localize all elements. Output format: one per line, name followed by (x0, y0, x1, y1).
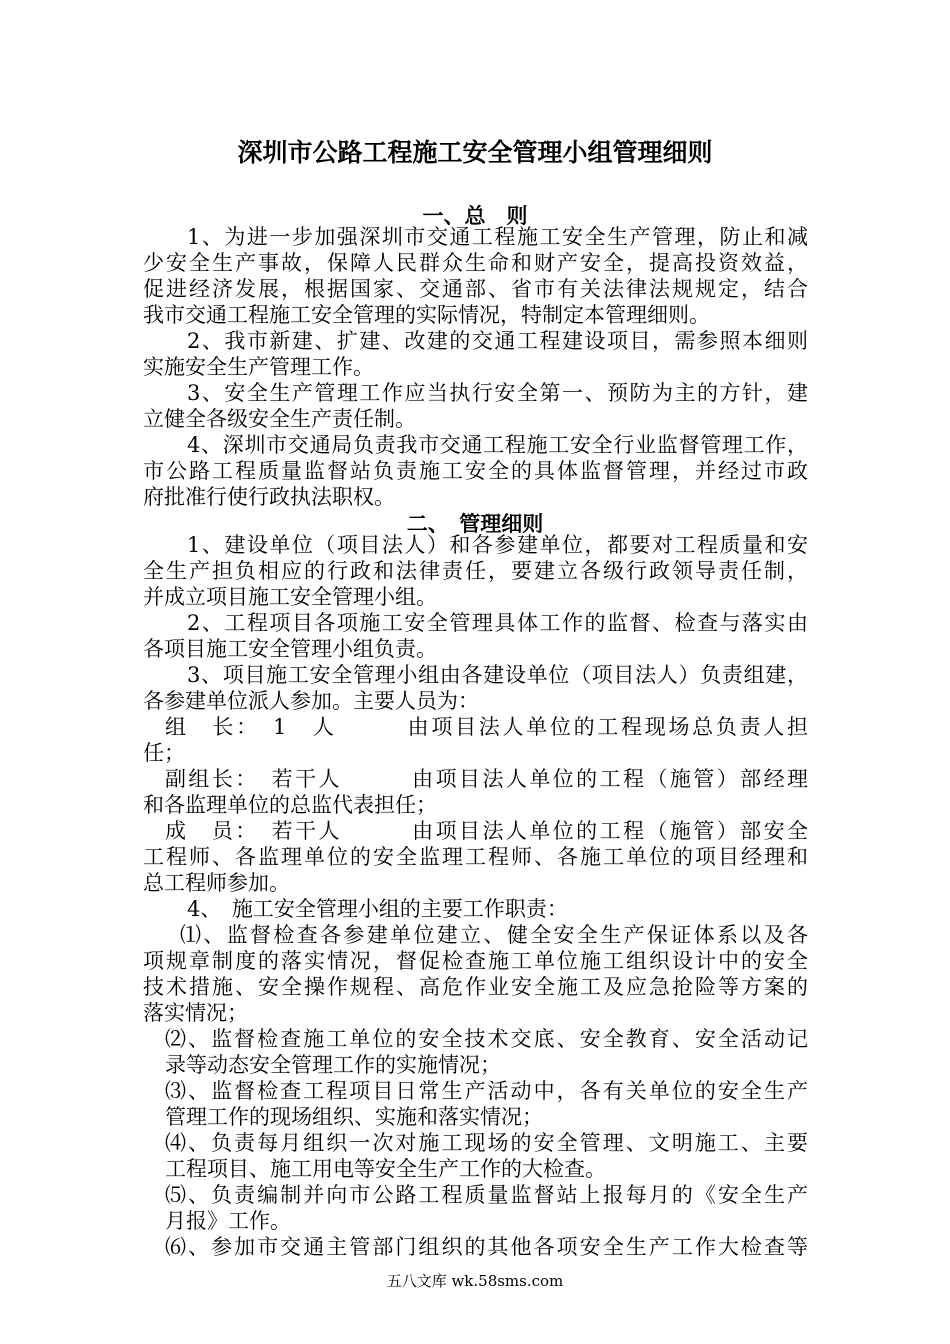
paragraph-line: 全生产担负相应的行政和法律责任，要建立各级行政领导责任制， (143, 559, 808, 583)
paragraph-line: 立健全各级安全生产责任制。 (143, 407, 416, 431)
paragraph-line: 3、安全生产管理工作应当执行安全第一、预防为主的方针，建 (187, 381, 808, 405)
footer-watermark: 五八文库 wk.58sms.com (386, 1272, 564, 1290)
paragraph-line: ⑷、负责每月组织一次对施工现场的安全管理、文明施工、主要 (165, 1131, 808, 1155)
paragraph-line: 并成立项目施工安全管理小组。 (143, 585, 437, 609)
paragraph-line: 工程项目、施工用电等安全生产工作的大检查。 (165, 1157, 606, 1181)
paragraph-line: 少安全生产事故，保障人民群众生命和财产安全，提高投资效益， (143, 251, 808, 275)
paragraph-line: 4、 施工安全管理小组的主要工作职责： (187, 897, 568, 921)
paragraph-line: 2、我市新建、扩建、改建的交通工程建设项目，需参照本细则 (187, 329, 808, 353)
paragraph-line: 成 员： 若干人 由项目法人单位的工程（施管）部安全 (165, 819, 808, 843)
paragraph-line: 市公路工程质量监督站负责施工安全的具体监督管理，并经过市政 (143, 459, 808, 483)
paragraph-line: ⑹、参加市交通主管部门组织的其他各项安全生产工作大检查等 (165, 1235, 808, 1259)
paragraph-line: 促进经济发展，根据国家、交通部、省市有关法律法规规定，结合 (143, 277, 808, 301)
paragraph-line: 录等动态安全管理工作的实施情况； (165, 1053, 501, 1077)
paragraph-line: 1、为进一步加强深圳市交通工程施工安全生产管理，防止和减 (187, 225, 808, 249)
document-title: 深圳市公路工程施工安全管理小组管理细则 (237, 138, 713, 167)
paragraph-line: 项规章制度的落实情况，督促检查施工单位施工组织设计中的安全 (143, 949, 808, 973)
paragraph-line: 1、建设单位（项目法人）和各参建单位，都要对工程质量和安 (187, 533, 808, 557)
paragraph-line: ⑸、负责编制并向市公路工程质量监督站上报每月的《安全生产 (165, 1183, 808, 1207)
paragraph-line: 4、深圳市交通局负责我市交通工程施工安全行业监督管理工作， (187, 433, 808, 457)
paragraph-line: 总工程师参加。 (143, 871, 290, 895)
paragraph-line: ⑵、监督检查施工单位的安全技术交底、安全教育、安全活动记 (165, 1027, 808, 1051)
paragraph-line: ⑴、监督检查各参建单位建立、健全安全生产保证体系以及各 (180, 923, 808, 947)
paragraph-line: 组 长： 1 人 由项目法人单位的工程现场总负责人担 (165, 715, 808, 739)
paragraph-line: 副组长： 若干人 由项目法人单位的工程（施管）部经理 (165, 767, 808, 791)
paragraph-line: 实施安全生产管理工作。 (143, 355, 374, 379)
paragraph-line: 府批准行使行政执法职权。 (143, 485, 395, 509)
paragraph-line: 管理工作的现场组织、实施和落实情况； (165, 1105, 543, 1129)
paragraph-line: 2、工程项目各项施工安全管理具体工作的监督、检查与落实由 (187, 611, 808, 635)
paragraph-line: 3、项目施工安全管理小组由各建设单位（项目法人）负责组建， (187, 663, 808, 687)
section-heading-rules: 二、 管理细则 (406, 512, 544, 536)
paragraph-line: 任； (143, 741, 185, 765)
section-heading-general: 一、总 则 (422, 204, 528, 228)
paragraph-line: 落实情况； (143, 1001, 248, 1025)
paragraph-line: ⑶、监督检查工程项目日常生产活动中，各有关单位的安全生产 (165, 1079, 808, 1103)
paragraph-line: 技术措施、安全操作规程、高危作业安全施工及应急抢险等方案的 (143, 975, 808, 999)
paragraph-line: 各项目施工安全管理小组负责。 (143, 637, 437, 661)
paragraph-line: 工程师、各监理单位的安全监理工程师、各施工单位的项目经理和 (143, 845, 808, 869)
paragraph-line: 我市交通工程施工安全管理的实际情况，特制定本管理细则。 (143, 303, 710, 327)
paragraph-line: 月报》工作。 (165, 1209, 291, 1233)
paragraph-line: 各参建单位派人参加。主要人员为： (143, 689, 479, 713)
paragraph-line: 和各监理单位的总监代表担任； (143, 793, 437, 817)
